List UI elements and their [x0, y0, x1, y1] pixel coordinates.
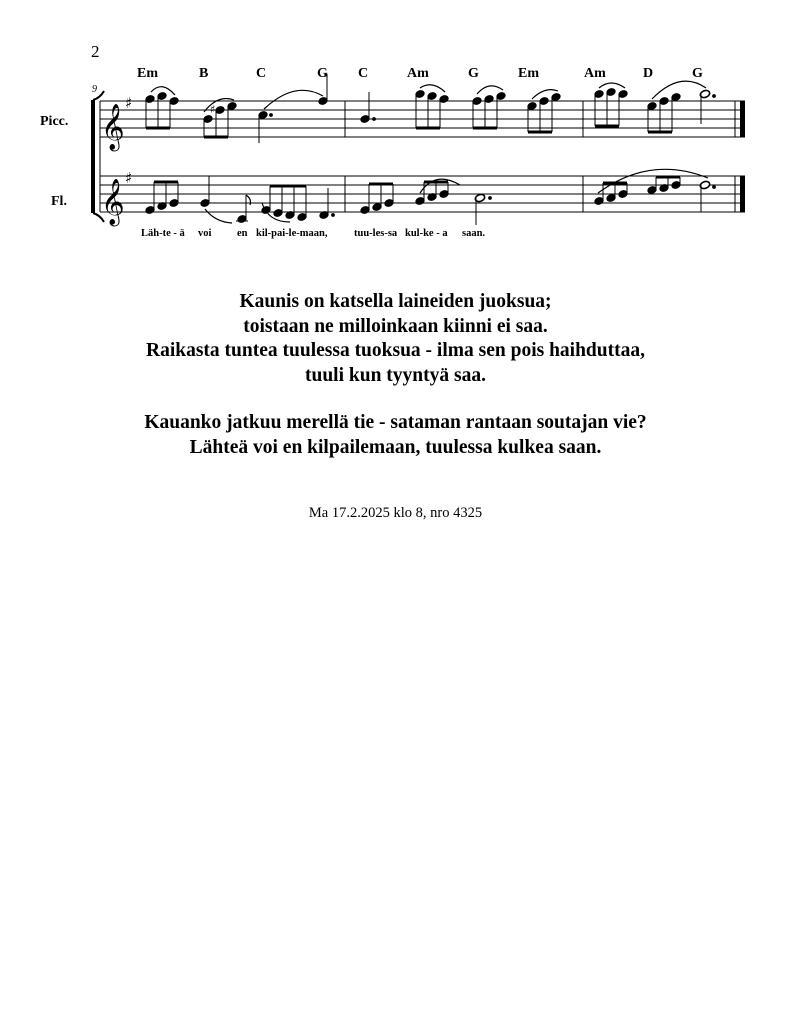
poem-line: tuuli kun tyyntyä saa. [305, 364, 486, 386]
music-score [0, 0, 791, 260]
chord-symbol: D [643, 66, 654, 81]
footer-date: Ma 17.2.2025 klo 8, nro 4325 [308, 505, 483, 521]
lyric-syllable: kul-ke - a [405, 228, 448, 239]
chord-symbol: G [692, 66, 703, 81]
staff-flute [100, 176, 745, 212]
poem-line: Lähteä voi en kilpailemaan, tuulessa kulkea saan. [189, 436, 602, 458]
chord-symbol: G [317, 66, 328, 81]
chord-symbol: Em [518, 66, 539, 81]
chord-symbol: Am [407, 66, 429, 81]
lyric-syllable: Läh-te - ä [141, 228, 185, 239]
flute-notes [145, 176, 716, 225]
lyric-syllable: kil-pai-le-maan, [256, 228, 328, 239]
treble-clef-icon: 𝄞 [101, 179, 125, 225]
poem-stanza-1 [0, 290, 791, 388]
measure-number: 9 [92, 84, 97, 95]
lyric-syllable: tuu-les-sa [354, 228, 398, 239]
chord-symbol: Em [137, 66, 158, 81]
svg-text:♯: ♯ [210, 103, 216, 116]
chord-symbol: B [199, 66, 209, 81]
lyric-syllable: saan. [462, 228, 486, 239]
sharp-icon: ♯ [125, 169, 133, 187]
lyric-syllable: en [237, 228, 248, 239]
poem-line: Kauanko jatkuu merellä tie - sataman rantaan soutajan vie? [144, 412, 647, 433]
instrument-label-piccolo: Picc. [40, 114, 69, 129]
sharp-icon: ♯ [125, 94, 133, 112]
chord-symbol: C [256, 66, 267, 81]
lyric-syllable: voi [198, 228, 212, 239]
treble-clef-icon: 𝄞 [101, 104, 125, 150]
page-number: 2 [91, 42, 100, 61]
lyrics [141, 228, 485, 239]
chord-symbols [137, 66, 703, 81]
instrument-label-flute: Fl. [51, 194, 67, 209]
chord-symbol: Am [584, 66, 606, 81]
poem-stanza-2 [0, 411, 791, 460]
poem-line: Kaunis on katsella laineiden juoksua; [239, 291, 552, 312]
chord-symbol: C [358, 66, 369, 81]
poem-line: toistaan ne milloinkaan kiinni ei saa. [243, 315, 548, 337]
chord-symbol: G [468, 66, 479, 81]
poem-line: Raikasta tuntea tuulessa tuoksua - ilma sen pois haihduttaa, [146, 340, 645, 361]
